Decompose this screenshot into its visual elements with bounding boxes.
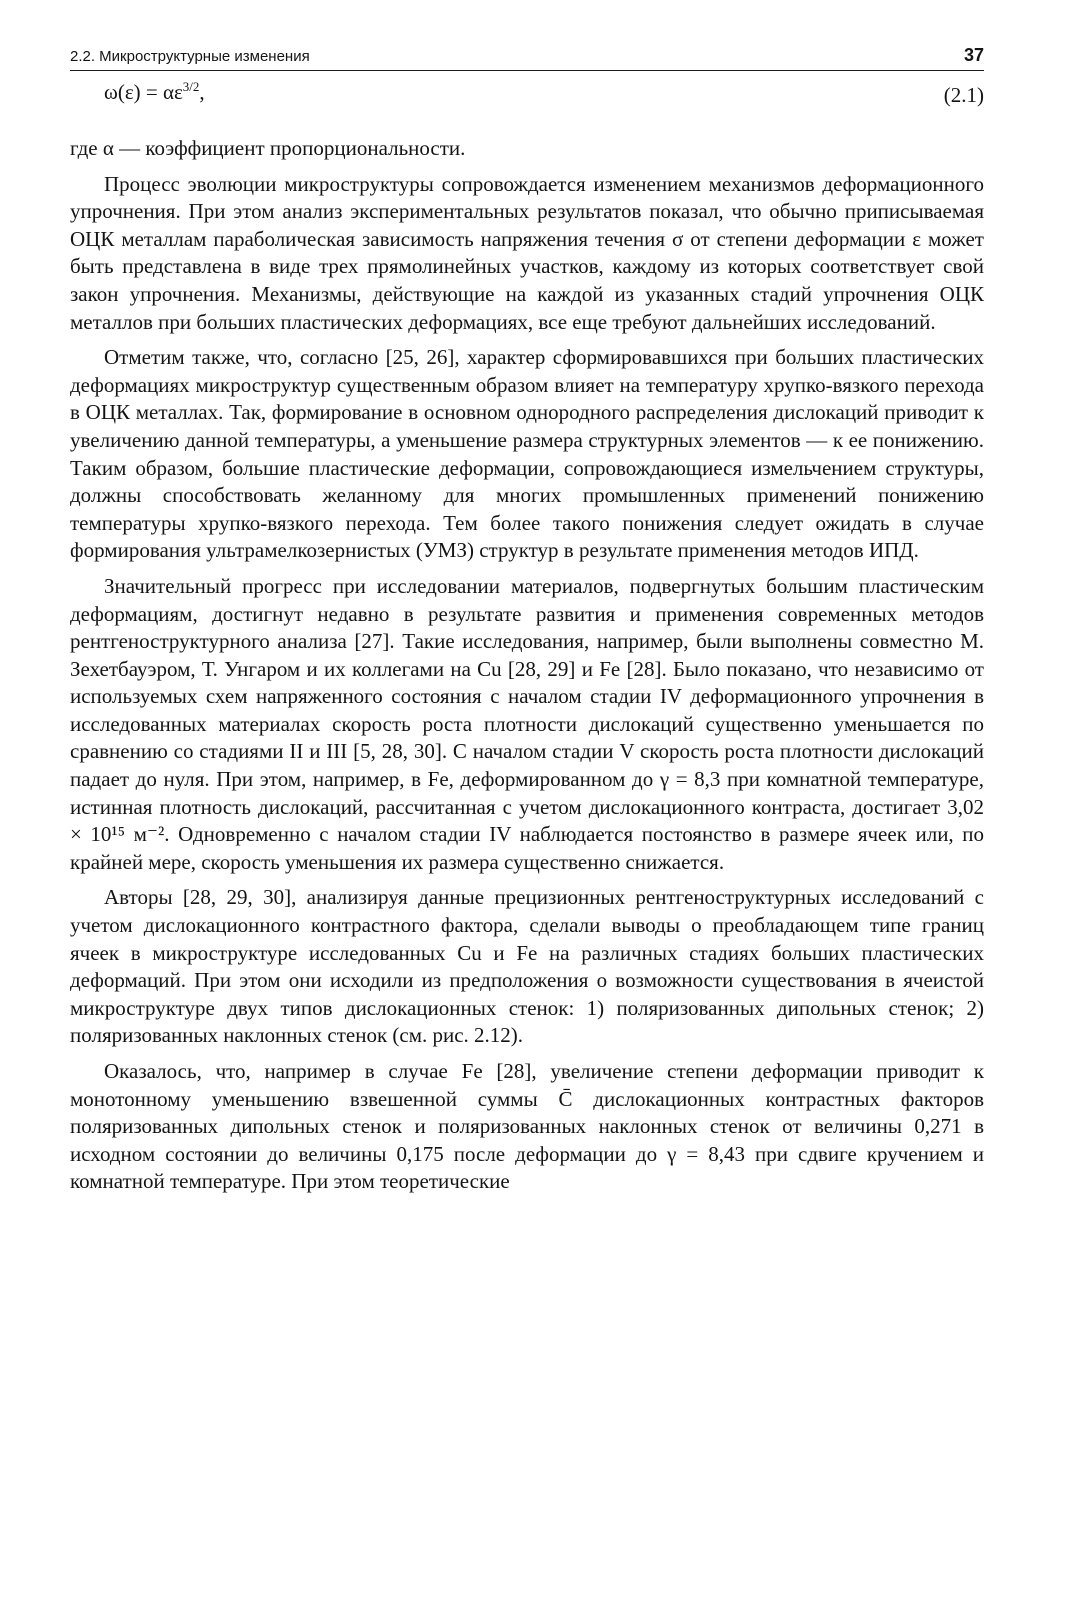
- book-page: [70, 40, 984, 1204]
- paragraph: Отметим также, что, согласно [25, 26], характер сформировавшихся при больших пластических деформациях микроструктур существенным образом влияет на температуру хрупко-вязкого перехода в ОЦК металлах. Так, формирование в основном однородного распределения дислокаций приводит к увеличению данной температуры, а уменьшение размера структурных элементов — к ее понижению. Таким образом, большие пластические деформации, сопровождающиеся измельчением структуры, должны способствовать желанному для многих промышленных применений понижению температуры хрупко-вязкого перехода. Тем более такого понижения следует ожидать в случае формирования ультрамелкозернистых (УМЗ) структур в результате применения методов ИПД.: [70, 345, 984, 563]
- equation-block: [70, 77, 984, 117]
- body-text: [70, 135, 984, 1196]
- paragraph: Процесс эволюции микроструктуры сопровождается изменением механизмов деформационного упрочнения. При этом анализ экспериментальных результатов показал, что обычно приписываемая ОЦК металлам параболическая зависимость напряжения течения σ от степени деформации ε может быть представлена в виде трех прямолинейных участков, каждому из которых соответствует свой закон упрочнения. Механизмы, действующие на каждой из указанных стадий упрочнения ОЦК металлов при больших пластических деформациях, все еще требуют дальнейших исследований.: [70, 171, 984, 334]
- equation-number: (2.1): [943, 83, 984, 107]
- paragraph: где α — коэффициент пропорциональности.: [70, 136, 466, 160]
- equation-comma: ,: [199, 80, 205, 104]
- paragraph: Значительный прогресс при исследовании материалов, подвергнутых большим пластическим деформациям, достигнут недавно в результате развития и применения современных методов рентгеноструктурного анализа [27]. Такие исследования, например, были выполнены совместно М. Зехетбауэром, Т. Унгаром и их коллегами на Cu [28, 29] и Fe [28]. Было показано, что независимо от используемых схем напряженного состояния с началом стадии IV деформационного упрочнения в исследованных материалах скорость роста плотности дислокаций существенно уменьшается по сравнению со стадиями II и III [5, 28, 30]. С началом стадии V скорость роста плотности дислокаций падает до нуля. При этом, например, в Fe, деформированном до γ = 8,3 при комнатной температуре, истинная плотность дислокаций, рассчитанная с учетом дислокационного контраста, достигает 3,02 × 10¹⁵ м⁻². Одновременно с началом стадии IV наблюдается постоянство в размере ячеек или, по крайней мере, скорость уменьшения их размера существенно снижается.: [70, 573, 984, 874]
- equation: [104, 79, 205, 105]
- running-header: [70, 40, 984, 71]
- equation-body: ω(ε) = αε: [104, 80, 183, 104]
- equation-exponent: 3/2: [182, 79, 200, 94]
- page-number: 37: [963, 45, 984, 65]
- section-title: 2.2. Микроструктурные изменения: [70, 48, 310, 65]
- paragraph: Авторы [28, 29, 30], анализируя данные прецизионных рентгеноструктурных исследований с учетом дислокационного контрастного фактора, сделали выводы о преобладающем типе границ ячеек в микроструктуре исследованных Cu и Fe на различных стадиях больших пластических деформаций. При этом они исходили из предположения о возможности существования в ячеистой микроструктуре двух типов дислокационных стенок: 1) поляризованных дипольных стенок; 2) поляризованных наклонных стенок (см. рис. 2.12).: [70, 885, 984, 1048]
- paragraph: Оказалось, что, например в случае Fe [28], увеличение степени деформации приводит к монотонному уменьшению взвешенной суммы C̄ дислокационных контрастных факторов поляризованных дипольных стенок и поляризованных наклонных стенок от величины 0,271 в исходном состоянии до величины 0,175 после деформации до γ = 8,43 при сдвиге кручением и комнатной температуре. При этом теоретические: [70, 1059, 984, 1194]
